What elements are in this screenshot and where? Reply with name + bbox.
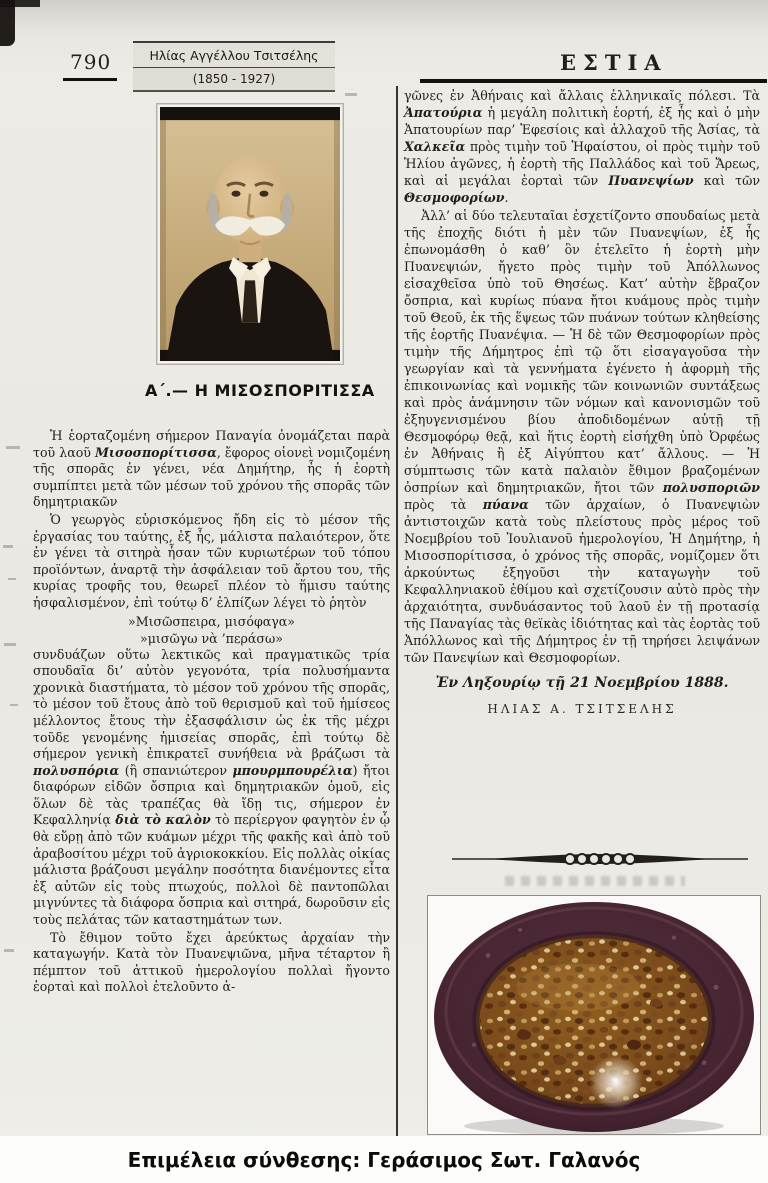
- scan-corner-mark: [0, 0, 40, 7]
- author-name-plate: [133, 41, 335, 92]
- scan-artifact: [4, 643, 16, 646]
- paragraph: Ἀλλ’ αἱ δύο τελευταῖαι ἐσχετίζοντο σπουδαίως μετὰ τῆς ἐποχῆς διότι ἡ μὲν τῶν Πυανεψίων, ἐξ ἧς ἐπωνομάσθη ὁ καθ’ ὃν ἐτελεῖτο ἡ ἑορτὴ μὴν Πυανεψιών, ἤγετο πρὸς τιμὴν τοῦ Ἀπόλλωνος εἰσαχθεῖσα ὑπὸ τοῦ Θησέως. Κατ’ αὐτὴν ἔβραζον ὄσπρια, καὶ κυρίως πύανα ἤτοι κυάμους πρὸς τιμὴν τοῦ Θεοῦ, ἐκ τῆς ἕψεως τῶν πυάνων τούτων κληθείσης τῆς ἑορτῆς Πυανέψια. — Ἡ δὲ τῶν Θεσμοφορίων πρὸς τιμὴν τῆς Δήμητρος ἐπὶ τῷ ὅτι εἰσαγαγοῦσα τὴν γεωργίαν καὶ τὰ γεννήματα ἐγένετο ἡ ἀφορμὴ τῆς ἐπικοινωνίας καὶ νομικῆς τῶν κοινωνιῶν συντάξεως καὶ πρὸς ἀνάμνησιν τῶν νόμων καὶ κανονισμῶν τοῦ ἐξηυγενισμένου βίου ἀποδιδομένων αὐτῇ τῇ Θεσμοφόρῳ θεᾷ, καὶ ἥτις ἑορτὴ εἰσήχθη ὑπὸ Ὀρφέως ἐν Ἀθήναις ἢ ἐξ Αἰγύπτου κατ’ ἄλλους. — Ἡ σύμπτωσις τῶν κατὰ παλαιὸν ἔθιμον βραζομένων ὀσπρίων καὶ δημητριακῶν, ἤτοι τῶν πολυσποριῶν πρὸς τὰ πύανα τῶν ἀρχαίων, ὁ Πυανεψιὼν ἀντιστοιχῶν κατὰ τοὺς πλείστους πρὸς μέρος τοῦ Νοεμβρίου τοῦ Ἰουλιανοῦ ἡμερολογίου, Ἡ Δημήτηρ, ἡ Μισοσπορίτισσα, ὁ χρόνος τῆς σπορᾶς, νομίζομεν ὅτι ἀρκούντως ἐξηγοῦσι τὴν καταγωγὴν τοῦ Κεφαλληνιακοῦ ἐθίμου καὶ σχετίζουσιν αὐτὸ πρὸς τὴν ἀρχαιότητα, συνδυάσαντος τοῦ λαοῦ ἐν τῇ προτασίᾳ τῆς Παναγίας τὰς θεϊκὰς ἰδιότητας καὶ τὰς ἑορτὰς τοῦ Ἀπόλλωνος καὶ τῆς Δήμητρος ἐν τῇ τηρήσει λειψάνων τῶν Πανεψίων καὶ Θεσμοφορίων.: [404, 208, 760, 665]
- portrait-photo: [156, 103, 344, 365]
- legumes-bowl-illustration: [428, 896, 760, 1134]
- paragraph: Τὸ ἔθιμον τοῦτο ἔχει ἀρεύκτως ἀρχαίαν τὴν καταγωγήν. Κατὰ τὸν Πυανεψιῶνα, μῆνα τέταρτον ἢ πέμπτον τοῦ ἀττικοῦ ἡμερολογίου πολλαὶ ἤγοντο ἑορταὶ καὶ πολλοὶ ἐτελοῦντο ἀ-: [33, 929, 390, 995]
- ornament-rule: [452, 851, 748, 867]
- scan-shading: [0, 0, 768, 34]
- scan-artifact: [345, 93, 357, 96]
- author-name: Ηλίας Αγγέλλου Τσιτσέλης: [133, 43, 335, 68]
- page-number-rule: [63, 78, 117, 81]
- author-signature: ΗΛΙΑΣ Α. ΤΣΙΤΣΕΛΗΣ: [487, 702, 677, 716]
- bleed-through-artifact: [505, 876, 685, 886]
- paragraph: γῶνες ἐν Ἀθήναις καὶ ἄλλαις ἑλληνικαῖς πόλεσι. Τὰ Ἀπατούρια ἡ μεγάλη πολιτικὴ ἑορτή, ἐξ ἧς καὶ ὁ μὴν Ἀπατουρίων παρ’ Ἐφεσίοις καὶ ἀλλαχοῦ τῆς Ἀσίας, τὰ Χαλκεῖα πρὸς τιμὴν τοῦ Ἡφαίστου, οἱ πρὸς τιμὴν τοῦ Ἡλίου ἀγῶνες, ἡ ἑορτὴ τῆς Παλλάδος καὶ τοῦ Ἄρεως, καὶ αἱ μεγάλαι ἑορταὶ τῶν Πυανεψίων καὶ τῶν Θεσμοφορίων.: [404, 88, 760, 205]
- dateline: Ἐν Ληξουρίῳ τῇ 21 Νοεμβρίου 1888.: [435, 675, 729, 691]
- author-dates: (1850 - 1927): [133, 68, 335, 90]
- quote-line: »Μισῶσπειρα, μισόφαγα»: [127, 613, 295, 629]
- scan-artifact: [6, 446, 20, 449]
- scan-artifact: [3, 545, 13, 548]
- scan-artifact: [8, 578, 16, 580]
- header-rule: [420, 79, 767, 83]
- right-column: [404, 87, 760, 716]
- ornament-divider: [452, 851, 748, 867]
- section-heading: Α΄.— Η ΜΙΣΟΣΠΟΡΙΤΙΣΣΑ: [145, 381, 375, 400]
- composition-credit: Επιμέλεια σύνθεσης: Γεράσιμος Σωτ. Γαλανός: [127, 1147, 641, 1172]
- portrait-illustration: [160, 107, 340, 361]
- footer-caption-strip: [0, 1136, 768, 1183]
- scan-artifact: [4, 949, 14, 952]
- left-column: [33, 428, 390, 997]
- scan-artifact: [10, 704, 18, 706]
- paragraph: Ἡ ἑορταζομένη σήμερον Παναγία ὀνομάζεται παρὰ τοῦ λαοῦ Μισοσπορίτισσα, ἔφορος οἱονεὶ νομιζομένη τῆς σπορᾶς ἐν γένει, νέα Δημήτηρ, ἧς ἡ ἑορτὴ συμπίπτει μετὰ τῶν μέσων τοῦ χρόνου τῆς σπορᾶς τῶν δημητριακῶν: [33, 428, 391, 510]
- quote-line: »μισῶγω νὰ ’περάσω»: [140, 630, 283, 646]
- journal-title: ΕΣΤΙΑ: [560, 50, 668, 75]
- legumes-photo: [427, 895, 761, 1135]
- paragraph: συνδυάζων οὕτω λεκτικῶς καὶ πραγματικῶς τρία σπουδαῖα δι’ αὐτὸν γεγονότα, τρία πολυσήμαντα χρονικὰ διαστήματα, τὸ μέσον τοῦ χρόνου τῆς σπορᾶς, τὸ μέσον τοῦ ἔτους ἀπὸ τοῦ θερισμοῦ καὶ τοῦ ἡμίσεος μέλλοντος ἔτους τὴν ἐξασφάλισιν ὡς ἐκ τῆς μέχρι τοῦδε γενομένης ἡμισείας σπορᾶς, ἐπὶ τούτῳ δὲ σήμερον γενικὴ ἐπικρατεῖ συνήθεια νὰ βράζωσι τὰ πολυσπόρια (ἢ σπανιώτερον μπουρμπουρέλια) ἤτοι διαφόρων εἰδῶν ὄσπρια καὶ δημητριακῶν ὁμοῦ, εἰς ὅλων δὲ τὰς τραπέζας θὰ ἴδῃ τις, σήμερον ἐν Κεφαλληνίᾳ διὰ τὸ καλὸν τὸ περίεργον φαγητὸν ἐν ᾧ θὰ εὕρῃ ἀπὸ τῶν κυάμων μέχρι τῆς φακῆς καὶ ἀπὸ τοῦ ἀραβοσίτου μέχρι τοῦ ἀγριοκοκκίου. Εἰς πολλὰς οἰκίας μάλιστα βράζουσι μεγάλην ποσότητα διανέμοντες εἶτα ἐξ αὐτῶν εἰς τοὺς πτωχούς, πολλοὶ δὲ παντοπῶλαι μιγνύντες τὰ διάφορα ὄσπρια καὶ σιτηρά, δωροῦσιν εἰς τοὺς πελάτας τῶν καταστημάτων των.: [33, 646, 391, 928]
- page-number: 790: [70, 50, 112, 74]
- column-divider: [396, 86, 398, 1136]
- paragraph: Ὁ γεωργὸς εὑρισκόμενος ἤδη εἰς τὸ μέσον τῆς ἐργασίας του ταύτης, ἐξ ἧς, μάλιστα παλαιότερον, ὅτε ἐν γένει τὰ σιτηρὰ ἦσαν τῶν κυριωτέρων τοῦ τόπου προϊόντων, ἀναρτᾷ τὴν ἀσφάλειαν τοῦ ἄρτου του, τῆς κυρίας τροφῆς του, θεωρεῖ πλέον τὸ ἥμισυ ταύτης ἠσφαλισμένον, ἐπὶ τούτῳ δ’ ἐλπίζων λέγει τὸ ῥητὸν: [33, 511, 390, 610]
